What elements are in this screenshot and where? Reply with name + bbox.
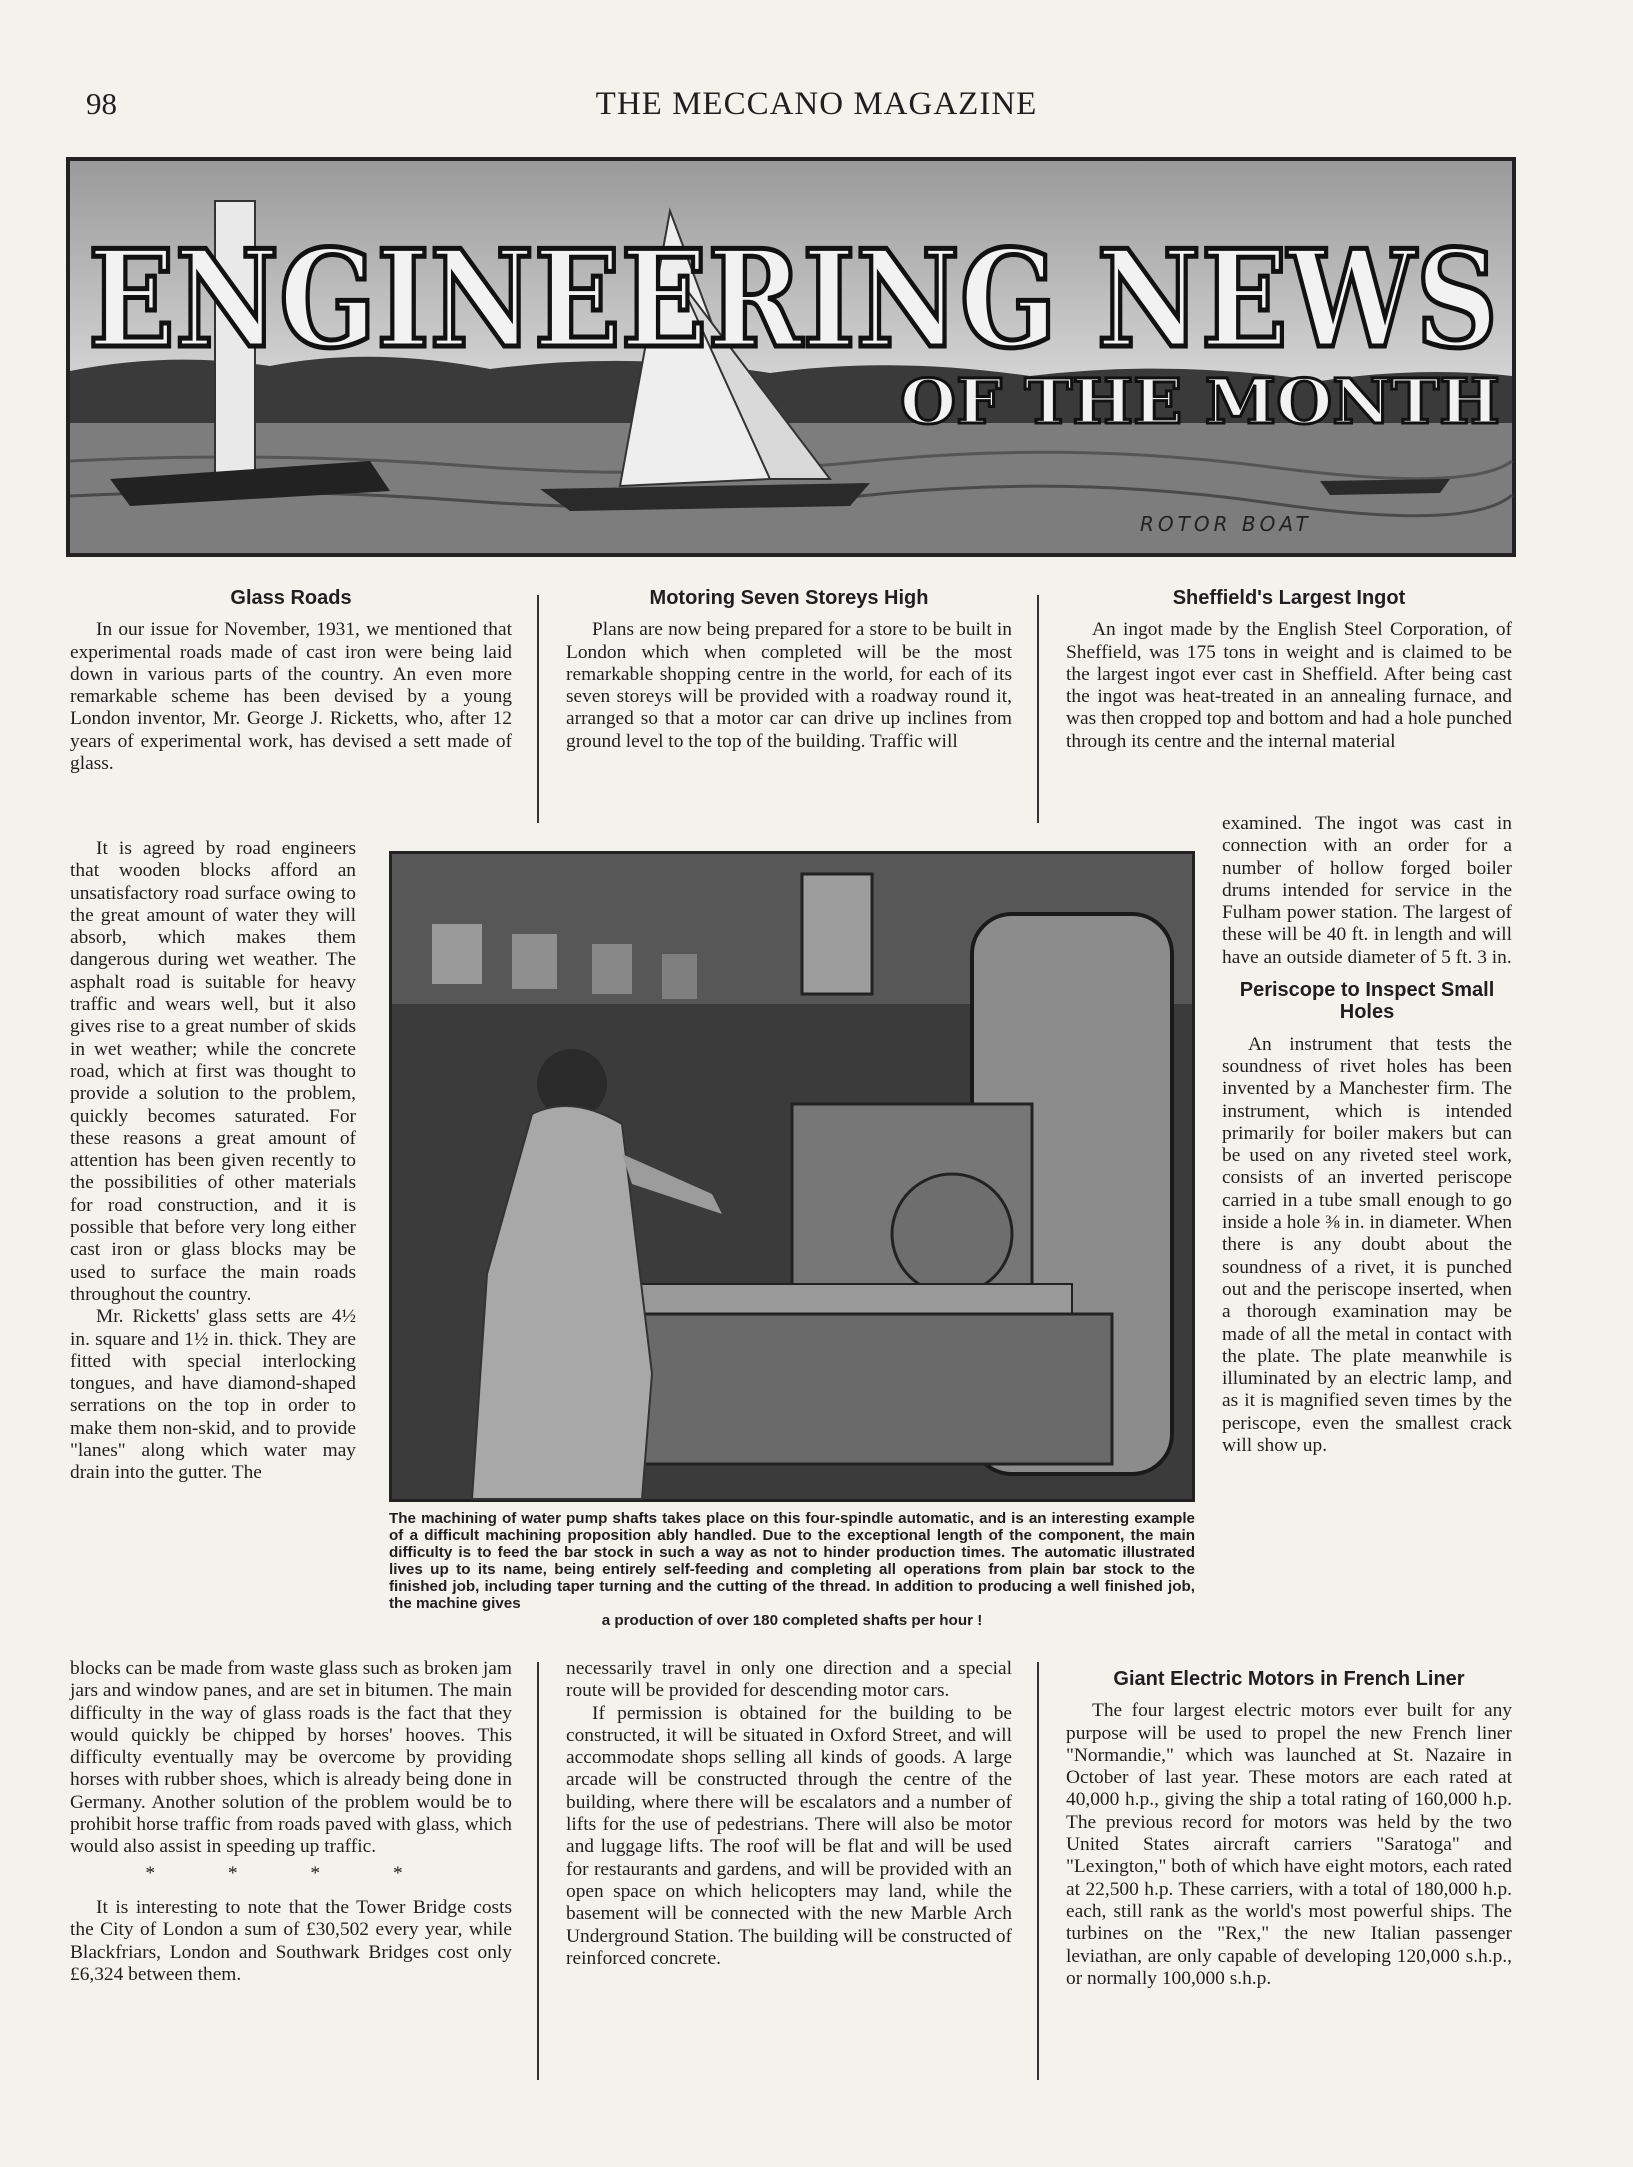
caption-text-last: a production of over 180 completed shafts per hour ! <box>601 1612 983 1629</box>
artist-note: ROTOR BOAT <box>1140 512 1312 536</box>
paragraph: Plans are now being prepared for a store to be built in London which when completed will be the most remarkable shopping centre in the world, for each of its seven storeys will be provided with a roadway round it, arranged so that a motor car can drive up inclines from ground level to the top of the building. Traffic will <box>566 619 1012 752</box>
banner-illustration <box>70 161 1512 553</box>
motors-article <box>1066 1668 1512 1990</box>
photo-caption <box>389 1510 1195 1629</box>
column-rule <box>537 1662 539 2080</box>
paragraph: necessarily travel in only one direction and a special route will be provided for descending motor cars. <box>566 1658 1012 1702</box>
article-heading: Periscope to Inspect Small Holes <box>1239 979 1495 1024</box>
engineering-news-banner <box>66 157 1516 557</box>
page-header <box>0 86 1633 136</box>
ingot-continued <box>1222 813 1512 1457</box>
paragraph: examined. The ingot was cast in connection with an order for a number of hollow forged boiler drums intended for service in the Fulham power station. The largest of these will be 40 ft. in length and will have an outside diameter of 5 ft. 3 in. <box>1222 813 1512 968</box>
article-heading: Sheffield's Largest Ingot <box>1172 587 1406 609</box>
motoring-article <box>566 587 1012 753</box>
column-rule <box>1037 595 1039 823</box>
column-rule <box>537 595 539 823</box>
photo-illustration <box>392 854 1192 1499</box>
glass-roads-continued <box>70 1658 512 1986</box>
paragraph: Mr. Ricketts' glass setts are 4½ in. square and 1½ in. thick. They are fitted with special interlocking tongues, and have diamond-shaped serrations on the top in order to make them non-skid, and to provide "lanes" along which water may drain into the gutter. The <box>70 1306 356 1484</box>
caption-text: The machining of water pump shafts takes place on this four-spindle automatic, and is an interesting example of a difficult machining proposition ably handled. Due to the exceptional length of the component, the main difficulty is to feed the bar stock in such a way as not to hinder production times. The automatic illustrated lives up to its name, being entirely self-feeding and completing all operations from plain bar stock to the finished job, including taper turning and the cutting of the thread. In addition to producing a well finished job, the machine gives <box>389 1510 1195 1612</box>
article-heading: Glass Roads <box>230 587 352 609</box>
machine-photo <box>389 851 1195 1502</box>
paragraph: blocks can be made from waste glass such as broken jam jars and window panes, and are set in bitumen. The main difficulty in the way of glass roads is the fact that they would quickly be chipped by horses' hooves. This difficulty eventually may be overcome by providing horses with rubber shoes, which is already being done in Germany. Another solution of the problem would be to prohibit horse traffic from roads paved with glass, which would also assist in speeding up traffic. <box>70 1658 512 1858</box>
banner-subtitle: OF THE MONTH <box>900 365 1500 438</box>
paragraph: If permission is obtained for the building to be constructed, it will be situated in Oxford Street, and will accommodate shops selling all kinds of goods. A large arcade will be constructed through the centre of the building, where there will be escalators and a number of lifts for the use of pedestrians. There will also be motor and luggage lifts. The roof will be flat and will be used for restaurants and gardens, and will be provided with an open space on which helicopters may land, while the basement will be connected with the new Marble Arch Underground Station. The building will be constructed of reinforced concrete. <box>566 1702 1012 1969</box>
paragraph: The four largest electric motors ever built for any purpose will be used to propel the new French liner "Normandie," which was launched at St. Nazaire in October of last year. These motors are each rated at 40,000 h.p., giving the ship a total rating of 160,000 h.p. The previous record for motors was held by the two United States aircraft carriers "Saratoga" and "Lexington," both of which have eight motors, each rated at 22,500 h.p. These carriers, with a total of 180,000 h.p. each, still rank as the world's most powerful ships. The turbines on the "Rex," the new Italian passenger leviathan, are only capable of developing 120,000 s.h.p., or normally 100,000 s.h.p. <box>1066 1700 1512 1989</box>
paragraph: An ingot made by the English Steel Corporation, of Sheffield, was 175 tons in weight and is claimed to be the largest ingot ever cast in Sheffield. After being cast the ingot was heat-treated in an annealing furnace, and was then cropped top and bottom and had a hole punched through its centre and the internal material <box>1066 619 1512 752</box>
paragraph: In our issue for November, 1931, we mentioned that experimental roads made of cast iron were being laid down in various parts of the country. An even more remarkable scheme has been devised by a young London inventor, Mr. George J. Ricketts, who, after 12 years of experimental work, has devised a sett made of glass. <box>70 619 512 775</box>
ingot-article <box>1066 587 1512 753</box>
glass-roads-article <box>70 587 512 775</box>
banner-title: ENGINEERING NEWS <box>88 220 1498 378</box>
glass-roads-narrow <box>70 838 356 1485</box>
article-heading: Motoring Seven Storeys High <box>649 587 929 609</box>
section-separator: * * * * <box>145 1862 437 1884</box>
page-number: 98 <box>86 86 117 121</box>
paragraph: It is agreed by road engineers that wooden blocks afford an unsatisfactory road surface owing to the great amount of water they will absorb, which makes them dangerous during wet weather. The asphalt road is suitable for heavy traffic and wears well, but it also gives rise to a great number of skids in wet weather; while the concrete road, which at first was thought to provide a solution to the problem, quickly becomes saturated. For these reasons a great amount of attention has been given recently to the possibilities of other materials for road construction, and it is possible that before very long either cast iron or glass blocks may be used to surface the main roads throughout the country. <box>70 838 356 1305</box>
motoring-continued <box>566 1658 1012 1970</box>
magazine-title: THE MECCANO MAGAZINE <box>595 86 1038 122</box>
column-rule <box>1037 1662 1039 2080</box>
paragraph: An instrument that tests the soundness of rivet holes has been invented by a Manchester firm. The instrument, which is intended primarily for boiler makers but can be used on any riveted steel work, consists of an inverted periscope carried in a tube small enough to go inside a hole ⅜ in. in diameter. When there is any doubt about the soundness of a rivet, it is punched out and the periscope inserted, when a thorough examination may be made of all the metal in contact with the plate. The plate meanwhile is illuminated by an electric lamp, and as it is magnified seven times by the periscope, even the smallest crack will show up. <box>1222 1033 1512 1457</box>
paragraph: It is interesting to note that the Tower Bridge costs the City of London a sum of £30,502 every year, while Blackfriars, London and Southwark Bridges cost only £6,324 between them. <box>70 1896 512 1985</box>
article-heading: Giant Electric Motors in French Liner <box>1113 1668 1465 1690</box>
